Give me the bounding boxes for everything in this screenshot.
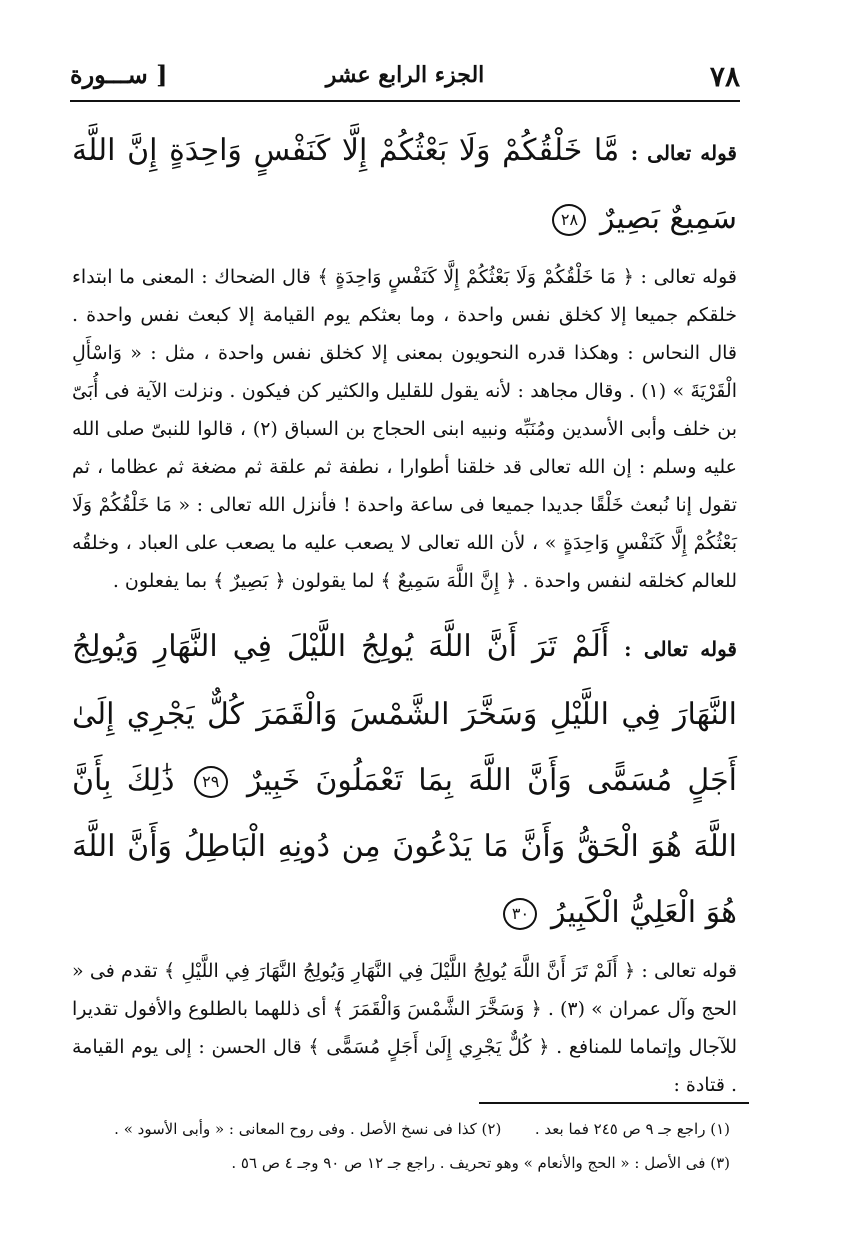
page-header bbox=[70, 56, 740, 96]
footnote-divider bbox=[479, 1102, 749, 1104]
verse-intro: قوله تعالى : bbox=[624, 637, 737, 661]
page-number: ٧٨ bbox=[709, 60, 740, 93]
commentary-paragraph: قوله تعالى : ﴿ أَلَمْ تَرَ أَنَّ اللَّهَ يُولِجُ اللَّيْلَ فِي النَّهَارِ وَيُولِجُ النَّهَارَ فِي اللَّيْلِ ﴾ تقدم فى « الحج وآل عمران » (٣) . ﴿ وَسَخَّرَ الشَّمْسَ وَالْقَمَرَ ﴾ أى ذللهما بالطلوع والأفول تقديرا للآجال وإتماما للمنافع . ﴿ كُلٌّ يَجْرِي إِلَىٰ أَجَلٍ مُسَمًّى ﴾ قال الحسن : إلى يوم القيامة . قتادة : bbox=[72, 960, 737, 1096]
quran-verse-28 bbox=[72, 118, 737, 252]
verse-text: ذَٰلِكَ بِأَنَّ اللَّهَ هُوَ الْحَقُّ وَأَنَّ مَا يَدْعُونَ مِن دُونِهِ الْبَاطِلُ وَأَنَّ اللَّهَ هُوَ الْعَلِيُّ الْكَبِيرُ bbox=[72, 763, 737, 930]
verse-text: مَّا خَلْقُكُمْ وَلَا بَعْثُكُمْ إِلَّا كَنَفْسٍ وَاحِدَةٍ إِنَّ اللَّهَ سَمِيعٌ بَصِيرٌ bbox=[72, 133, 737, 236]
header-divider bbox=[70, 100, 740, 102]
footnote-2: (٢) كذا فى نسخ الأصل . وفى روح المعانى : « وأبى الأسود » . bbox=[114, 1120, 502, 1138]
main-content bbox=[72, 118, 737, 1118]
verse-number-marker: ٢٨ bbox=[552, 204, 586, 236]
footnote-line bbox=[90, 1112, 730, 1146]
verse-number-marker: ٢٩ bbox=[194, 766, 228, 798]
commentary-paragraph: قوله تعالى : ﴿ مَا خَلْقُكُمْ وَلَا بَعْثُكُمْ إِلَّا كَنَفْسٍ وَاحِدَةٍ ﴾ قال الضحاك : المعنى ما ابتداء خلقكم جميعا إلا كخلق نفس واحدة ، وما بعثكم يوم القيامة إلا كبعث نفس واحدة . قال النحاس : وهكذا قدره النحويون بمعنى إلا كخلق نفس واحدة ، مثل : « وَاسْأَلِ الْقَرْيَةَ » (١) . وقال مجاهد : لأنه يقول للقليل والكثير كن فيكون . ونزلت الآية فى أُبَىّ بن خلف وأبى الأسدين ومُنَبِّه ونبيه ابنى الحجاج بن السباق (٢) ، قالوا للنبىّ صلى الله عليه وسلم : إن الله تعالى قد خلقنا أطوارا ، نطفة ثم علقة ثم مضغة ثم عظاما ، ثم تقول إنا نُبعث خَلْقًا جديدا جميعا فى ساعة واحدة ! فأنزل الله تعالى : « مَا خَلْقُكُمْ وَلَا بَعْثُكُمْ إِلَّا كَنَفْسٍ وَاحِدَةٍ » ، لأن الله تعالى لا يصعب عليه ما يصعب على العباد ، وخلقُه للعالم كخلقه لنفس واحدة . ﴿ إِنَّ اللَّهَ سَمِيعٌ ﴾ لما يقولون ﴿ بَصِيرٌ ﴾ بما يفعلون . bbox=[72, 266, 737, 592]
verse-intro: قوله تعالى : bbox=[630, 141, 737, 165]
footnote-line bbox=[90, 1146, 730, 1180]
footnote-3: (٣) فى الأصل : « الحج والأنعام » وهو تحريف . راجع جـ ١٢ ص ٩٠ وجـ ٤ ص ٥٦ . bbox=[231, 1154, 730, 1172]
surah-label: [ ســـورة bbox=[70, 60, 168, 89]
footnotes bbox=[90, 1112, 730, 1180]
footnote-1: (١) راجع جـ ٩ ص ٢٤٥ فما بعد . bbox=[534, 1120, 730, 1138]
verse-text: أَلَمْ تَرَ أَنَّ اللَّهَ يُولِجُ اللَّيْلَ فِي النَّهَارِ وَيُولِجُ النَّهَارَ فِي اللَّيْلِ وَسَخَّرَ الشَّمْسَ وَالْقَمَرَ كُلٌّ يَجْرِي إِلَىٰ أَجَلٍ مُسَمًّى وَأَنَّ اللَّهَ بِمَا تَعْمَلُونَ خَبِيرٌ bbox=[72, 629, 737, 798]
quran-verse-29-30 bbox=[72, 614, 737, 946]
running-title: الجزء الرابع عشر bbox=[325, 62, 485, 88]
verse-number-marker: ٣٠ bbox=[503, 898, 537, 930]
